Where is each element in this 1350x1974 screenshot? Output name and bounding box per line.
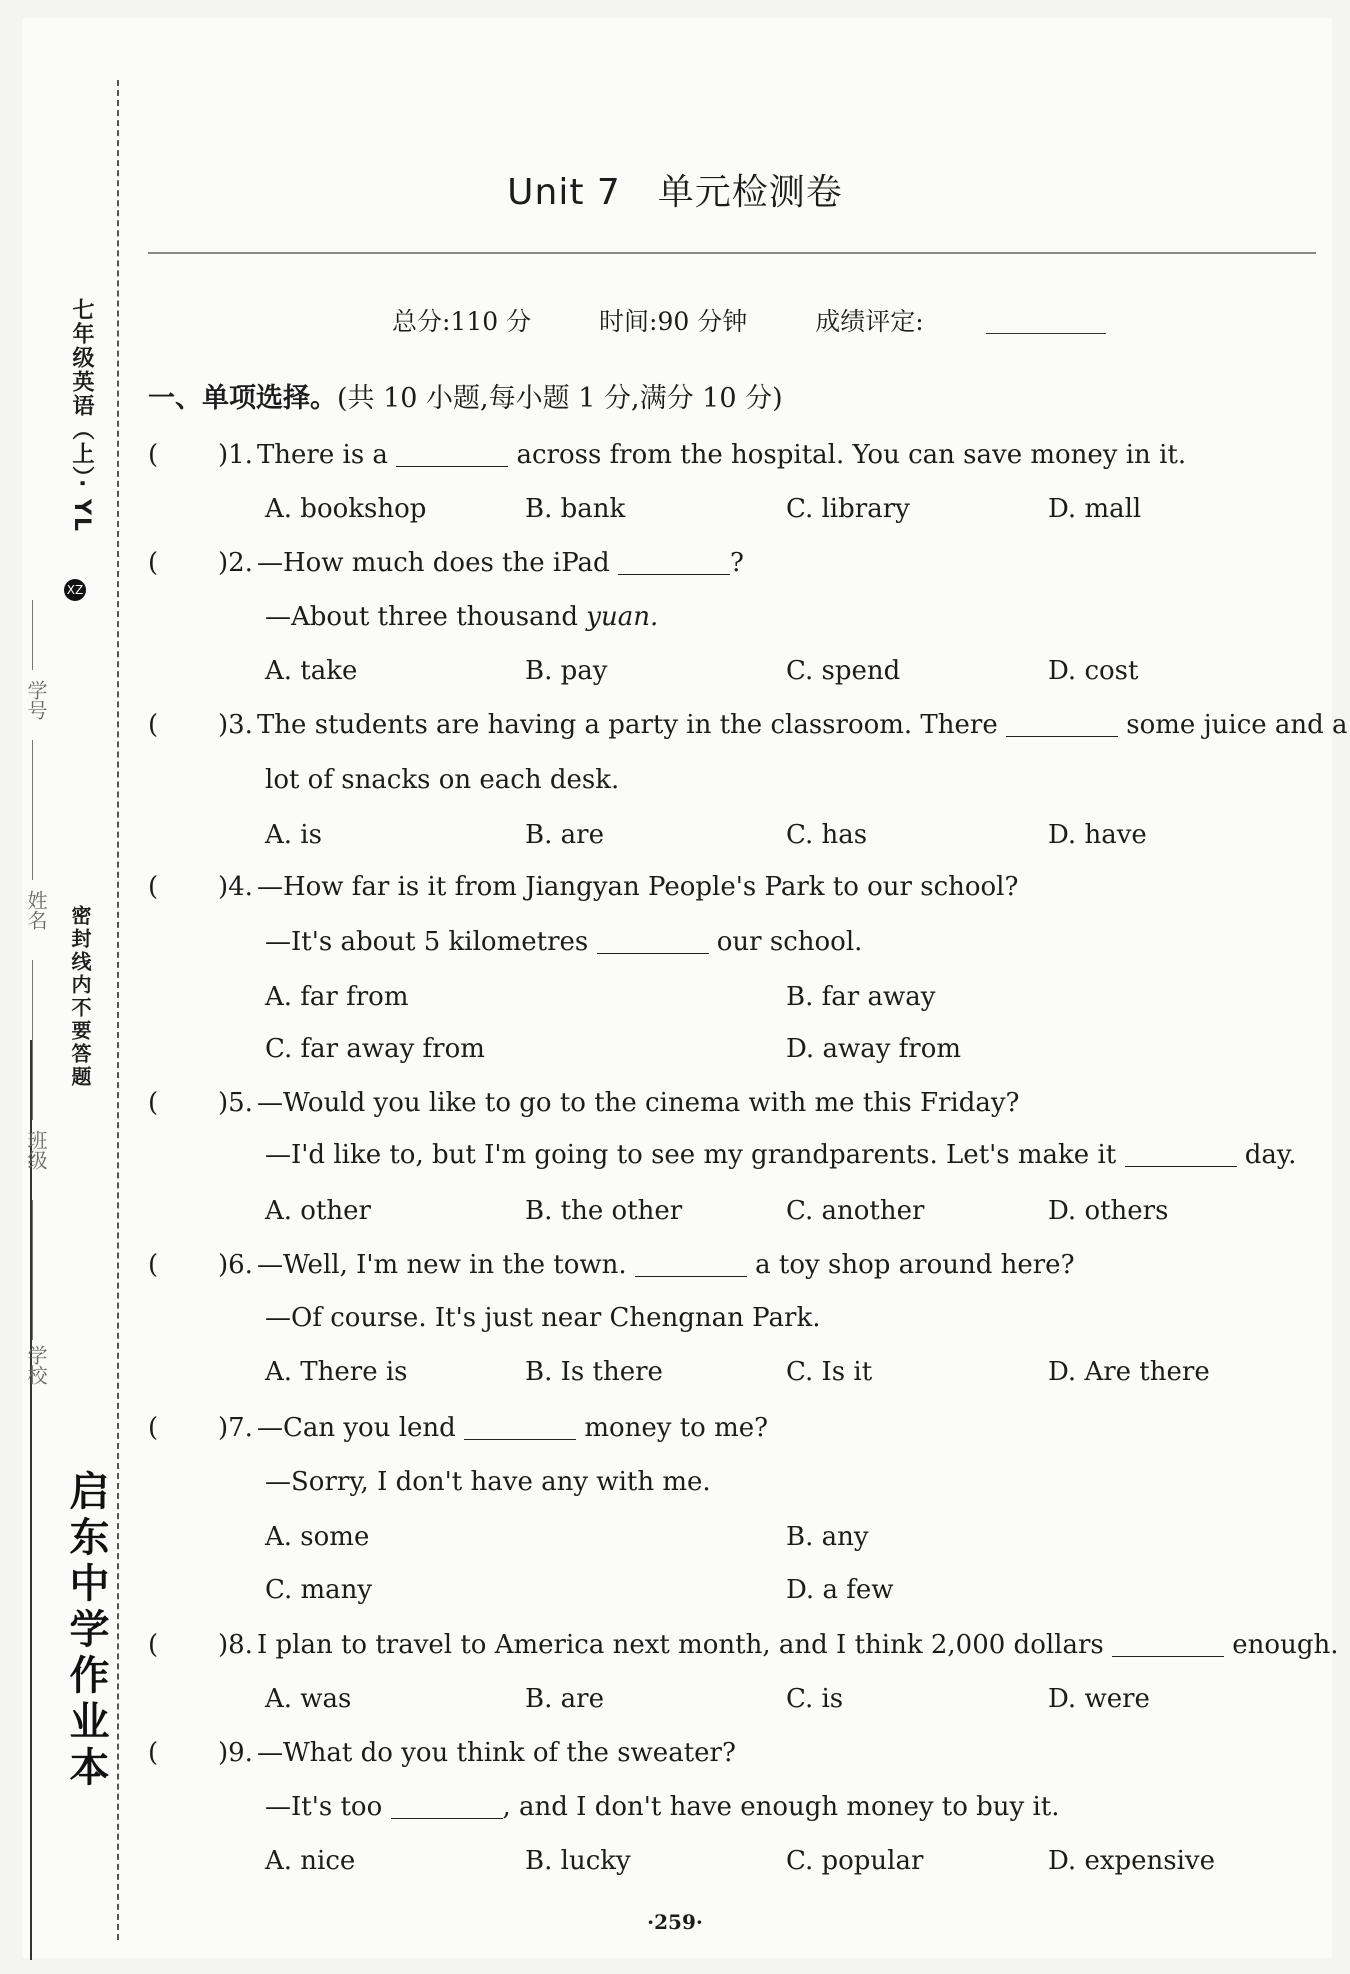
seal-note: 密封线内不要答题	[68, 905, 92, 1089]
question-text: )4. —How far is it from Jiangyan People's Park to our school?	[218, 872, 1019, 902]
field-class: 班级	[24, 1130, 48, 1170]
grade-blank[interactable]	[986, 308, 1106, 334]
answer-blank[interactable]	[635, 1250, 747, 1277]
question-text: —Of course. It's just near Chengnan Park.	[265, 1303, 821, 1333]
question-number: )9.	[218, 1738, 253, 1768]
answer-option[interactable]: A. is	[265, 820, 322, 850]
answer-option[interactable]: A. There is	[265, 1357, 408, 1387]
answer-bracket[interactable]: (	[148, 1088, 159, 1118]
field-number: 学号	[24, 680, 48, 720]
question-number: )4.	[218, 872, 253, 902]
answer-blank[interactable]	[1006, 710, 1118, 737]
total-score: 总分:110 分	[392, 307, 532, 336]
answer-option[interactable]: C. spend	[786, 656, 901, 686]
question-number: )7.	[218, 1413, 253, 1443]
answer-option[interactable]: B. Is there	[525, 1357, 663, 1387]
answer-option[interactable]: D. cost	[1048, 656, 1139, 686]
answer-option[interactable]: B. the other	[525, 1196, 683, 1226]
answer-option[interactable]: C. popular	[786, 1846, 924, 1876]
field-line	[32, 600, 33, 670]
answer-blank[interactable]	[464, 1413, 576, 1440]
field-name: 姓名	[24, 890, 48, 930]
answer-blank[interactable]	[597, 927, 709, 954]
answer-option[interactable]: B. bank	[525, 494, 626, 524]
question-text: )7. —Can you lend money to me?	[218, 1413, 769, 1443]
answer-blank[interactable]	[391, 1792, 503, 1819]
time-limit: 时间:90 分钟	[599, 307, 748, 336]
answer-option[interactable]: D. mall	[1048, 494, 1142, 524]
exam-meta	[392, 302, 1106, 338]
answer-option[interactable]: B. are	[525, 1684, 604, 1714]
question-number: )5.	[218, 1088, 253, 1118]
answer-bracket[interactable]: (	[148, 1250, 159, 1280]
answer-option[interactable]: C. is	[786, 1684, 844, 1714]
answer-option[interactable]: A. bookshop	[265, 494, 427, 524]
answer-bracket[interactable]: (	[148, 1630, 159, 1660]
answer-option[interactable]: B. any	[786, 1522, 869, 1552]
question-text: )3. The students are having a party in the classroom. There some juice and a	[218, 710, 1348, 740]
badge-icon: XZ	[64, 575, 86, 605]
question-text: —It's about 5 kilometres our school.	[265, 927, 863, 957]
question-number: )2.	[218, 548, 253, 578]
answer-option[interactable]: D. away from	[786, 1034, 962, 1064]
answer-option[interactable]: C. has	[786, 820, 868, 850]
question-number: )8.	[218, 1630, 253, 1660]
section-heading: 一、单项选择。(共 10 小题,每小题 1 分,满分 10 分)	[148, 383, 783, 414]
answer-option[interactable]: A. take	[265, 656, 358, 686]
answer-option[interactable]: A. far from	[265, 982, 409, 1012]
answer-bracket[interactable]: (	[148, 872, 159, 902]
page-number: ·259·	[647, 1910, 703, 1934]
series-label: 七年级英语（上）· YL	[69, 298, 94, 533]
question-text: —I'd like to, but I'm going to see my grandparents. Let's make it day.	[265, 1140, 1297, 1170]
title-divider	[148, 252, 1316, 254]
answer-option[interactable]: D. Are there	[1048, 1357, 1210, 1387]
question-text: —Sorry, I don't have any with me.	[265, 1467, 711, 1497]
answer-option[interactable]: C. many	[265, 1575, 373, 1605]
field-school: 学校	[24, 1345, 48, 1385]
question-text: lot of snacks on each desk.	[265, 765, 620, 795]
answer-option[interactable]: B. far away	[786, 982, 936, 1012]
field-line	[32, 960, 33, 1120]
answer-option[interactable]: D. expensive	[1048, 1846, 1216, 1876]
answer-bracket[interactable]: (	[148, 440, 159, 470]
page-title: Unit 7 单元检测卷	[507, 172, 843, 213]
answer-option[interactable]: B. are	[525, 820, 604, 850]
answer-option[interactable]: B. lucky	[525, 1846, 631, 1876]
answer-blank[interactable]	[1112, 1630, 1224, 1657]
answer-option[interactable]: C. far away from	[265, 1034, 485, 1064]
answer-blank[interactable]	[1125, 1140, 1237, 1167]
answer-blank[interactable]	[396, 440, 508, 467]
field-line	[32, 740, 33, 880]
question-number: )6.	[218, 1250, 253, 1280]
answer-option[interactable]: A. other	[265, 1196, 371, 1226]
answer-option[interactable]: D. were	[1048, 1684, 1150, 1714]
question-text: )1. There is a across from the hospital. You can save money in it.	[218, 440, 1187, 470]
answer-option[interactable]: D. a few	[786, 1575, 894, 1605]
answer-bracket[interactable]: (	[148, 1738, 159, 1768]
answer-option[interactable]: C. library	[786, 494, 910, 524]
question-text: —About three thousand yuan.	[265, 602, 659, 632]
answer-bracket[interactable]: (	[148, 1413, 159, 1443]
answer-bracket[interactable]: (	[148, 548, 159, 578]
question-text: )9. —What do you think of the sweater?	[218, 1738, 736, 1768]
question-text: —It's too , and I don't have enough money to buy it.	[265, 1792, 1060, 1822]
question-text: )2. —How much does the iPad ?	[218, 548, 744, 578]
binding-line	[30, 1040, 32, 1960]
answer-option[interactable]: B. pay	[525, 656, 608, 686]
seal-line	[117, 80, 119, 1940]
question-text: )6. —Well, I'm new in the town. a toy shop around here?	[218, 1250, 1075, 1280]
question-text: )5. —Would you like to go to the cinema with me this Friday?	[218, 1088, 1020, 1118]
answer-option[interactable]: C. Is it	[786, 1357, 873, 1387]
field-line	[32, 1200, 33, 1340]
answer-option[interactable]: A. nice	[265, 1846, 356, 1876]
answer-option[interactable]: A. was	[265, 1684, 352, 1714]
question-number: )1.	[218, 440, 253, 470]
brand-name: 启东中学作业本	[63, 1470, 109, 1792]
question-number: )3.	[218, 710, 253, 740]
grade-label: 成绩评定:	[815, 307, 924, 336]
answer-option[interactable]: D. have	[1048, 820, 1147, 850]
answer-bracket[interactable]: (	[148, 710, 159, 740]
answer-blank[interactable]	[618, 548, 730, 575]
question-text: )8. I plan to travel to America next month, and I think 2,000 dollars enough.	[218, 1630, 1339, 1660]
answer-option[interactable]: D. others	[1048, 1196, 1169, 1226]
answer-option[interactable]: A. some	[265, 1522, 370, 1552]
answer-option[interactable]: C. another	[786, 1196, 925, 1226]
